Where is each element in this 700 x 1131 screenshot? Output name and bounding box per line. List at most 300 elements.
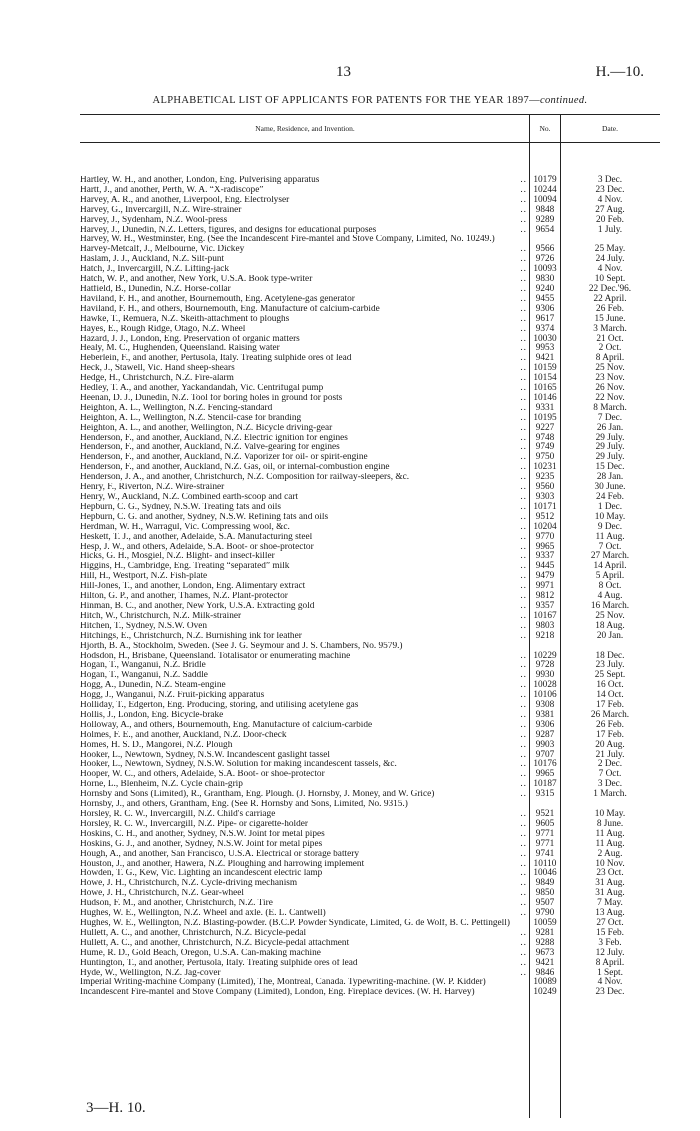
applicant-entry: [80, 275, 527, 285]
leader-dots: ..: [517, 760, 527, 770]
applicant-entry: [80, 285, 527, 295]
patent-number: 10059: [533, 917, 557, 928]
applicant-text: Hedley, T. A., and another, Yackandandah, Vic. Centrifugal pump: [80, 384, 324, 394]
applicant-entry: [80, 235, 527, 245]
patent-number: 9381: [535, 709, 555, 720]
leader-dots: ..: [517, 592, 527, 602]
table-row: [80, 642, 660, 652]
applicant-entry: [80, 543, 527, 553]
document-reference: H.—10.: [595, 64, 644, 80]
patent-number: 10106: [533, 690, 557, 701]
application-date: 23 Dec.: [595, 184, 625, 195]
table-row: [80, 652, 660, 662]
table-row: [80, 562, 660, 572]
applicant-entry: [80, 909, 527, 919]
applicant-entry: [80, 612, 527, 622]
leader-dots: ..: [517, 414, 527, 424]
leader-dots: ..: [517, 691, 527, 701]
leader-dots: ..: [517, 899, 527, 909]
column-header-number: No.: [539, 124, 551, 133]
application-date: 29 July.: [595, 442, 625, 453]
applicant-text: Hollis, J., London, Eng. Bicycle-brake: [80, 710, 224, 720]
table-row: [80, 790, 660, 800]
application-date: 24 Feb.: [596, 492, 624, 502]
application-date: 3 Dec.: [597, 175, 623, 185]
patent-number: 10093: [533, 264, 557, 275]
leader-dots: ..: [517, 741, 527, 751]
title-continued: continued.: [539, 95, 588, 106]
applicant-entry: [80, 463, 527, 473]
applicant-entry: [80, 186, 527, 196]
patent-number: 10046: [533, 868, 557, 879]
leader-dots: ..: [517, 374, 527, 384]
leader-dots: ..: [517, 879, 527, 889]
patent-number: 9288: [535, 937, 555, 948]
applicant-text: Hoskins, G. J., and another, Sydney, N.S.W. Joint for metal pipes: [80, 839, 323, 849]
application-date: 28 Jan.: [596, 472, 624, 483]
table-row: [80, 483, 660, 493]
table-row: [80, 265, 660, 275]
applicant-entry: [80, 850, 527, 860]
patent-number: 9479: [535, 571, 555, 582]
applicant-entry: [80, 939, 527, 949]
table-row: [80, 582, 660, 592]
application-date: 2 Dec.: [597, 759, 623, 770]
applicant-text: Heck, J., Stawell, Vic. Hand sheep-shears: [80, 364, 235, 374]
applicant-text: Howe, J. H., Christchurch, N.Z. Cycle-driving mechanism: [80, 879, 298, 889]
leader-dots: ..: [517, 820, 527, 830]
table-row: [80, 226, 660, 236]
applicant-entry: [80, 483, 527, 493]
table-row: [80, 929, 660, 939]
leader-dots: ..: [517, 949, 527, 959]
table-row: [80, 503, 660, 513]
application-date: 20 Aug.: [595, 739, 625, 750]
applicant-entry: [80, 414, 527, 424]
patent-number: 10167: [533, 610, 557, 621]
applicant-text: Hicks, G. H., Mosgiel, N.Z. Blight- and insect-killer: [80, 552, 275, 562]
table-row: [80, 493, 660, 503]
table-row: [80, 691, 660, 701]
table-row: [80, 899, 660, 909]
table-row: [80, 760, 660, 770]
applicant-text: Hazard, J. J., London, Eng. Preservation of organic matters: [80, 334, 300, 344]
table-row: [80, 206, 660, 216]
application-date: 1 March.: [593, 789, 627, 800]
patent-number: 9790: [535, 908, 555, 919]
applicant-entry: [80, 681, 527, 691]
table-row: [80, 800, 660, 810]
applicant-entry: [80, 959, 527, 969]
table-row: [80, 869, 660, 879]
leader-dots: ..: [517, 453, 527, 463]
patent-number: 10030: [533, 333, 557, 344]
applicant-entry: [80, 344, 527, 354]
table-row: [80, 681, 660, 691]
applicant-text: Henderson, F., and another, Auckland, N.Z. Electric ignition for engines: [80, 433, 348, 443]
applicant-text: Heighton, A. L., and another, Wellington, N.Z. Bicycle driving-gear: [80, 423, 333, 433]
applicant-entry: [80, 374, 527, 384]
patent-number: 9965: [535, 541, 555, 552]
patent-number: 9331: [535, 402, 555, 413]
applicant-entry: [80, 196, 527, 206]
application-date: 1 Sept.: [597, 967, 623, 978]
application-date: 25 Nov.: [595, 363, 625, 374]
table-row: [80, 453, 660, 463]
page-footer: 3—H. 10.: [86, 1100, 146, 1116]
table-row: [80, 978, 660, 988]
applicant-text: Hesp, J. W., and others, Adelaide, S.A. Boot- or shoe-protector: [80, 542, 314, 552]
applicant-entry: [80, 404, 527, 414]
leader-dots: ..: [517, 780, 527, 790]
applicant-text: Homes, H. S. D., Mangorei, N.Z. Plough: [80, 740, 233, 750]
patent-number: 9971: [535, 581, 555, 592]
leader-dots: ..: [517, 751, 527, 761]
applicant-entry: [80, 978, 527, 988]
applicant-text: Hjorth, B. A., Stockholm, Sweden. (See J. G. Seymour and J. S. Chambers, No. 9579.): [80, 641, 403, 651]
applicant-entry: [80, 810, 527, 820]
application-date: 15 June.: [594, 313, 626, 324]
table-row: [80, 949, 660, 959]
leader-dots: ..: [517, 860, 527, 870]
applicant-text: Haviland, F. H., and another, Bournemouth, Eng. Acetylene-gas generator: [80, 294, 355, 304]
application-date: 9 Dec.: [597, 521, 623, 532]
patent-number: 9848: [535, 204, 555, 215]
table-row: [80, 216, 660, 226]
applicant-text: Hatch, W. P., and another, New York, U.S.A. Book type-writer: [80, 275, 313, 285]
leader-dots: ..: [517, 434, 527, 444]
patent-number: 10229: [533, 650, 557, 661]
applicant-entry: [80, 434, 527, 444]
patent-number: 10187: [533, 779, 557, 790]
applicant-text: Hughes, W. E., Wellington, N.Z. Wheel and axle. (E. L. Cantwell): [80, 909, 326, 919]
table-row: [80, 176, 660, 186]
patent-number: 9741: [535, 848, 555, 859]
table-row: [80, 751, 660, 761]
application-date: 8 June.: [596, 818, 624, 829]
table-row: [80, 780, 660, 790]
leader-dots: ..: [517, 889, 527, 899]
leader-dots: ..: [517, 483, 527, 493]
patent-number: 9512: [535, 511, 555, 522]
leader-dots: ..: [517, 830, 527, 840]
applicant-text: Hooker, L., Newtown, Sydney, N.S.W. Solution for making incandescent tassels, &c.: [80, 760, 397, 770]
leader-dots: ..: [517, 275, 527, 285]
applicant-text: Henderson, F., and another, Auckland, N.Z. Valve-gearing for engines: [80, 443, 340, 453]
patent-number: 10171: [533, 501, 557, 512]
patent-number: 10179: [533, 175, 557, 185]
applicant-text: Henderson, F., and another, Auckland, N.Z. Gas, oil, or internal-combustion engine: [80, 463, 390, 473]
applicant-text: Harvey, J., Sydenham, N.Z. Wool-press: [80, 215, 228, 225]
applicant-text: Heenan, D. J., Dunedin, N.Z. Tool for boring holes in ground for posts: [80, 393, 343, 403]
applicant-entry: [80, 780, 527, 790]
patent-number: 9953: [535, 343, 555, 354]
patent-number: 9560: [535, 482, 555, 493]
leader-dots: ..: [517, 969, 527, 979]
application-date: 17 Feb.: [596, 729, 624, 740]
application-date: 27 Oct.: [596, 917, 624, 928]
application-date: 2 Oct.: [598, 343, 622, 354]
applicant-text: Haslam, J. J., Auckland, N.Z. Silt-punt: [80, 255, 225, 265]
table-row: [80, 622, 660, 632]
leader-dots: ..: [517, 335, 527, 345]
applicant-text: Harvey, G., Invercargill, N.Z. Wire-strainer: [80, 205, 242, 215]
table-row: [80, 711, 660, 721]
leader-dots: ..: [517, 265, 527, 275]
patent-number: 9617: [535, 313, 555, 324]
leader-dots: ..: [517, 295, 527, 305]
leader-dots: ..: [517, 562, 527, 572]
patent-number: 9566: [535, 244, 555, 255]
patent-number: 9421: [535, 957, 555, 968]
table-row: [80, 374, 660, 384]
application-date: 11 Aug.: [595, 828, 625, 839]
applicant-text: Hornsby and Sons (Limited), R., Grantham, Eng. Plough. (J. Hornsby, J. Money, and W. Grice): [80, 790, 435, 800]
patent-number: 9240: [535, 283, 555, 294]
applicant-entry: [80, 741, 527, 751]
applicant-text: Hill, H., Westport, N.Z. Fish-plate: [80, 572, 208, 582]
applicant-entry: [80, 592, 527, 602]
applicant-text: Hornsby, J., and others, Grantham, Eng. (See R. Hornsby and Sons, Limited, No. 9315.): [80, 800, 408, 810]
patent-number: 10176: [533, 759, 557, 770]
application-date: 26 Nov.: [595, 383, 625, 394]
application-date: 4 Nov.: [597, 264, 623, 275]
applicant-entry: [80, 533, 527, 543]
patent-number: 9903: [535, 739, 555, 750]
application-date: 11 Aug.: [595, 838, 625, 849]
application-date: 14 Oct.: [596, 690, 624, 701]
applicant-entry: [80, 255, 527, 265]
leader-dots: ..: [517, 652, 527, 662]
patent-number: 9803: [535, 620, 555, 631]
table-row: [80, 285, 660, 295]
leader-dots: ..: [517, 523, 527, 533]
patent-number: 9771: [535, 828, 555, 839]
patent-number: 9455: [535, 293, 555, 304]
table-row: [80, 315, 660, 325]
leader-dots: ..: [517, 959, 527, 969]
applicant-text: Hayes, E., Rough Ridge, Otago, N.Z. Wheel: [80, 324, 246, 334]
applicant-text: Houston, J., and another, Hawera, N.Z. Ploughing and harrowing implement: [80, 859, 365, 869]
applicant-entry: [80, 443, 527, 453]
applicant-entry: [80, 632, 527, 642]
table-row: [80, 513, 660, 523]
applicant-text: Harvey, W. H., Westminster, Eng. (See the Incandescent Fire-mantel and Stove Company, Limited, No. 10249.): [80, 235, 495, 245]
applicant-entry: [80, 562, 527, 572]
application-date: 7 Oct.: [598, 541, 622, 552]
application-date: 17 Feb.: [596, 700, 624, 711]
leader-dots: ..: [517, 226, 527, 236]
application-date: 1 July.: [597, 224, 623, 235]
patent-number: 9337: [535, 551, 555, 562]
applicant-text: Henry, F., Riverton, N.Z. Wire-strainer: [80, 483, 225, 493]
applicant-text: Higgins, H., Cambridge, Eng. Treating “separated” milk: [80, 562, 290, 572]
applicant-entry: [80, 969, 527, 979]
application-date: 22 Dec.'96.: [588, 283, 632, 294]
applicant-text: Hepburn, C. G., Sydney, N.S.W. Treating fats and oils: [80, 502, 281, 512]
patent-number: 9421: [535, 353, 555, 364]
title-text: ALPHABETICAL LIST OF APPLICANTS FOR PATENTS FOR THE YEAR 1897—: [152, 95, 540, 106]
application-date: 25 May.: [594, 244, 626, 255]
leader-dots: ..: [517, 731, 527, 741]
patent-number: 10195: [533, 412, 557, 423]
applicant-text: Hullett, A. C., and another, Christchurch, N.Z. Bicycle-pedal attachment: [80, 938, 350, 948]
applicant-entry: [80, 820, 527, 830]
applicant-entry: [80, 364, 527, 374]
applicant-entry: [80, 453, 527, 463]
application-date: 3 March.: [593, 323, 627, 334]
leader-dots: ..: [517, 939, 527, 949]
table-row: [80, 602, 660, 612]
patent-number: 9812: [535, 591, 555, 602]
applicant-entry: [80, 622, 527, 632]
applicant-text: Imperial Writing-machine Company (Limited), The, Montreal, Canada. Typewriting-machine. (W. P. Kidder): [80, 978, 486, 988]
applicant-entry: [80, 929, 527, 939]
table-row: [80, 820, 660, 830]
application-date: 14 April.: [593, 561, 627, 572]
application-date: 23 Oct.: [596, 868, 624, 879]
applicant-text: Hodsdon, H., Brisbane, Queensland. Totalisator or enumerating machine: [80, 651, 351, 661]
applicant-entry: [80, 671, 527, 681]
applicant-list: [80, 176, 660, 998]
leader-dots: ..: [517, 503, 527, 513]
application-date: 24 July.: [595, 254, 625, 265]
table-row: [80, 335, 660, 345]
table-row: [80, 988, 660, 998]
applicant-text: Holmes, F. E., and another, Auckland, N.Z. Door-check: [80, 730, 287, 740]
applicant-entry: [80, 226, 527, 236]
table-row: [80, 384, 660, 394]
applicant-entry: [80, 206, 527, 216]
patent-number: 9748: [535, 432, 555, 443]
table-row: [80, 305, 660, 315]
leader-dots: ..: [517, 216, 527, 226]
table-row: [80, 919, 660, 929]
table-row: [80, 632, 660, 642]
applicant-entry: [80, 652, 527, 662]
applicant-entry: [80, 552, 527, 562]
applicant-text: Harvey-Metcalf, J., Melbourne, Vic. Dickey: [80, 245, 245, 255]
column-header-date: Date.: [601, 124, 619, 133]
leader-dots: ..: [517, 206, 527, 216]
application-date: 12 July.: [595, 947, 625, 958]
application-date: 8 Oct.: [598, 581, 622, 592]
application-date: 3 Feb.: [598, 937, 622, 948]
applicant-entry: [80, 711, 527, 721]
table-row: [80, 186, 660, 196]
applicant-text: Hyde, W., Wellington, N.Z. Jag-cover: [80, 968, 221, 978]
patent-number: 9846: [535, 967, 555, 978]
applicant-text: Hitch, W., Christchurch, N.Z. Milk-strainer: [80, 611, 242, 621]
application-date: 29 July.: [595, 452, 625, 463]
table-row: [80, 354, 660, 364]
applicant-text: Hinman, B. C., and another, New York, U.S.A. Extracting gold: [80, 601, 315, 611]
table-row: [80, 879, 660, 889]
application-date: 25 Nov.: [595, 610, 625, 621]
leader-dots: ..: [517, 622, 527, 632]
leader-dots: ..: [517, 602, 527, 612]
applicant-entry: [80, 295, 527, 305]
applicant-entry: [80, 830, 527, 840]
patent-number: 9235: [535, 472, 555, 483]
patent-number: 9830: [535, 274, 555, 285]
application-date: 31 Aug.: [595, 888, 625, 899]
table-row: [80, 810, 660, 820]
table-row: [80, 275, 660, 285]
applicant-entry: [80, 770, 527, 780]
applicant-text: Horsley, R. C. W., Invercargill, N.Z. Pipe- or cigarette-holder: [80, 819, 308, 829]
leader-dots: ..: [517, 394, 527, 404]
table-row: [80, 394, 660, 404]
patent-number: 9605: [535, 818, 555, 829]
table-row: [80, 552, 660, 562]
applicant-text: Hogg, A., Dunedin, N.Z. Steam-engine: [80, 681, 226, 691]
applicant-text: Heberlein, F., and another, Pertusola, Italy. Treating sulphide ores of lead: [80, 354, 352, 364]
applicant-entry: [80, 790, 527, 800]
patent-number: 9673: [535, 947, 555, 958]
applicant-entry: [80, 751, 527, 761]
table-row: [80, 741, 660, 751]
table-row: [80, 661, 660, 671]
page-title: [80, 95, 660, 106]
patent-number: 9303: [535, 492, 555, 502]
applicant-text: Holliday, T., Edgerton, Eng. Producing, storing, and utilising acetylene gas: [80, 701, 359, 711]
applicant-entry: [80, 860, 527, 870]
patent-number: 9315: [535, 789, 555, 800]
applicant-text: Healy, M. C., Hughenden, Queensland. Raising water: [80, 344, 280, 354]
leader-dots: ..: [517, 245, 527, 255]
applicant-text: Hitchen, T., Sydney, N.S.W. Oven: [80, 621, 208, 631]
applicant-entry: [80, 335, 527, 345]
leader-dots: ..: [517, 463, 527, 473]
applicant-text: Holloway, A., and others, Bournemouth, Eng. Manufacture of calcium-carbide: [80, 720, 373, 730]
applicant-entry: [80, 394, 527, 404]
applicant-text: Hepburn, C. G. and another, Sydney, N.S.W. Refining fats and oils: [80, 512, 329, 522]
application-date: 7 Dec.: [597, 412, 623, 423]
applicant-entry: [80, 265, 527, 275]
patent-number: 9281: [535, 927, 555, 938]
application-date: 20 Feb.: [596, 214, 624, 225]
table-row: [80, 860, 660, 870]
patent-number: 9750: [535, 452, 555, 463]
leader-dots: ..: [517, 850, 527, 860]
application-date: 16 March.: [590, 600, 630, 611]
patent-number: 9726: [535, 254, 555, 265]
application-date: 21 Oct.: [596, 333, 624, 344]
table-row: [80, 255, 660, 265]
table-row: [80, 959, 660, 969]
table-row: [80, 592, 660, 602]
applicant-text: Henry, W., Auckland, N.Z. Combined earth-scoop and cart: [80, 493, 299, 502]
patent-number: 10089: [533, 977, 557, 988]
leader-dots: ..: [517, 572, 527, 582]
application-date: 1 Dec.: [597, 501, 623, 512]
patent-number: 9707: [535, 749, 555, 760]
application-date: 13 Aug.: [595, 908, 625, 919]
application-date: 10 Sept.: [594, 274, 626, 285]
application-date: 18 Dec.: [595, 650, 625, 661]
application-date: 7 Oct.: [598, 769, 622, 780]
applicant-entry: [80, 354, 527, 364]
application-date: 16 Oct.: [596, 680, 624, 691]
application-date: 10 Nov.: [595, 858, 625, 869]
page-number: 13: [336, 64, 351, 80]
patent-number: 9850: [535, 888, 555, 899]
table-row: [80, 443, 660, 453]
application-date: 27 Aug.: [595, 204, 625, 215]
application-date: 30 June.: [594, 482, 626, 493]
leader-dots: ..: [517, 493, 527, 503]
